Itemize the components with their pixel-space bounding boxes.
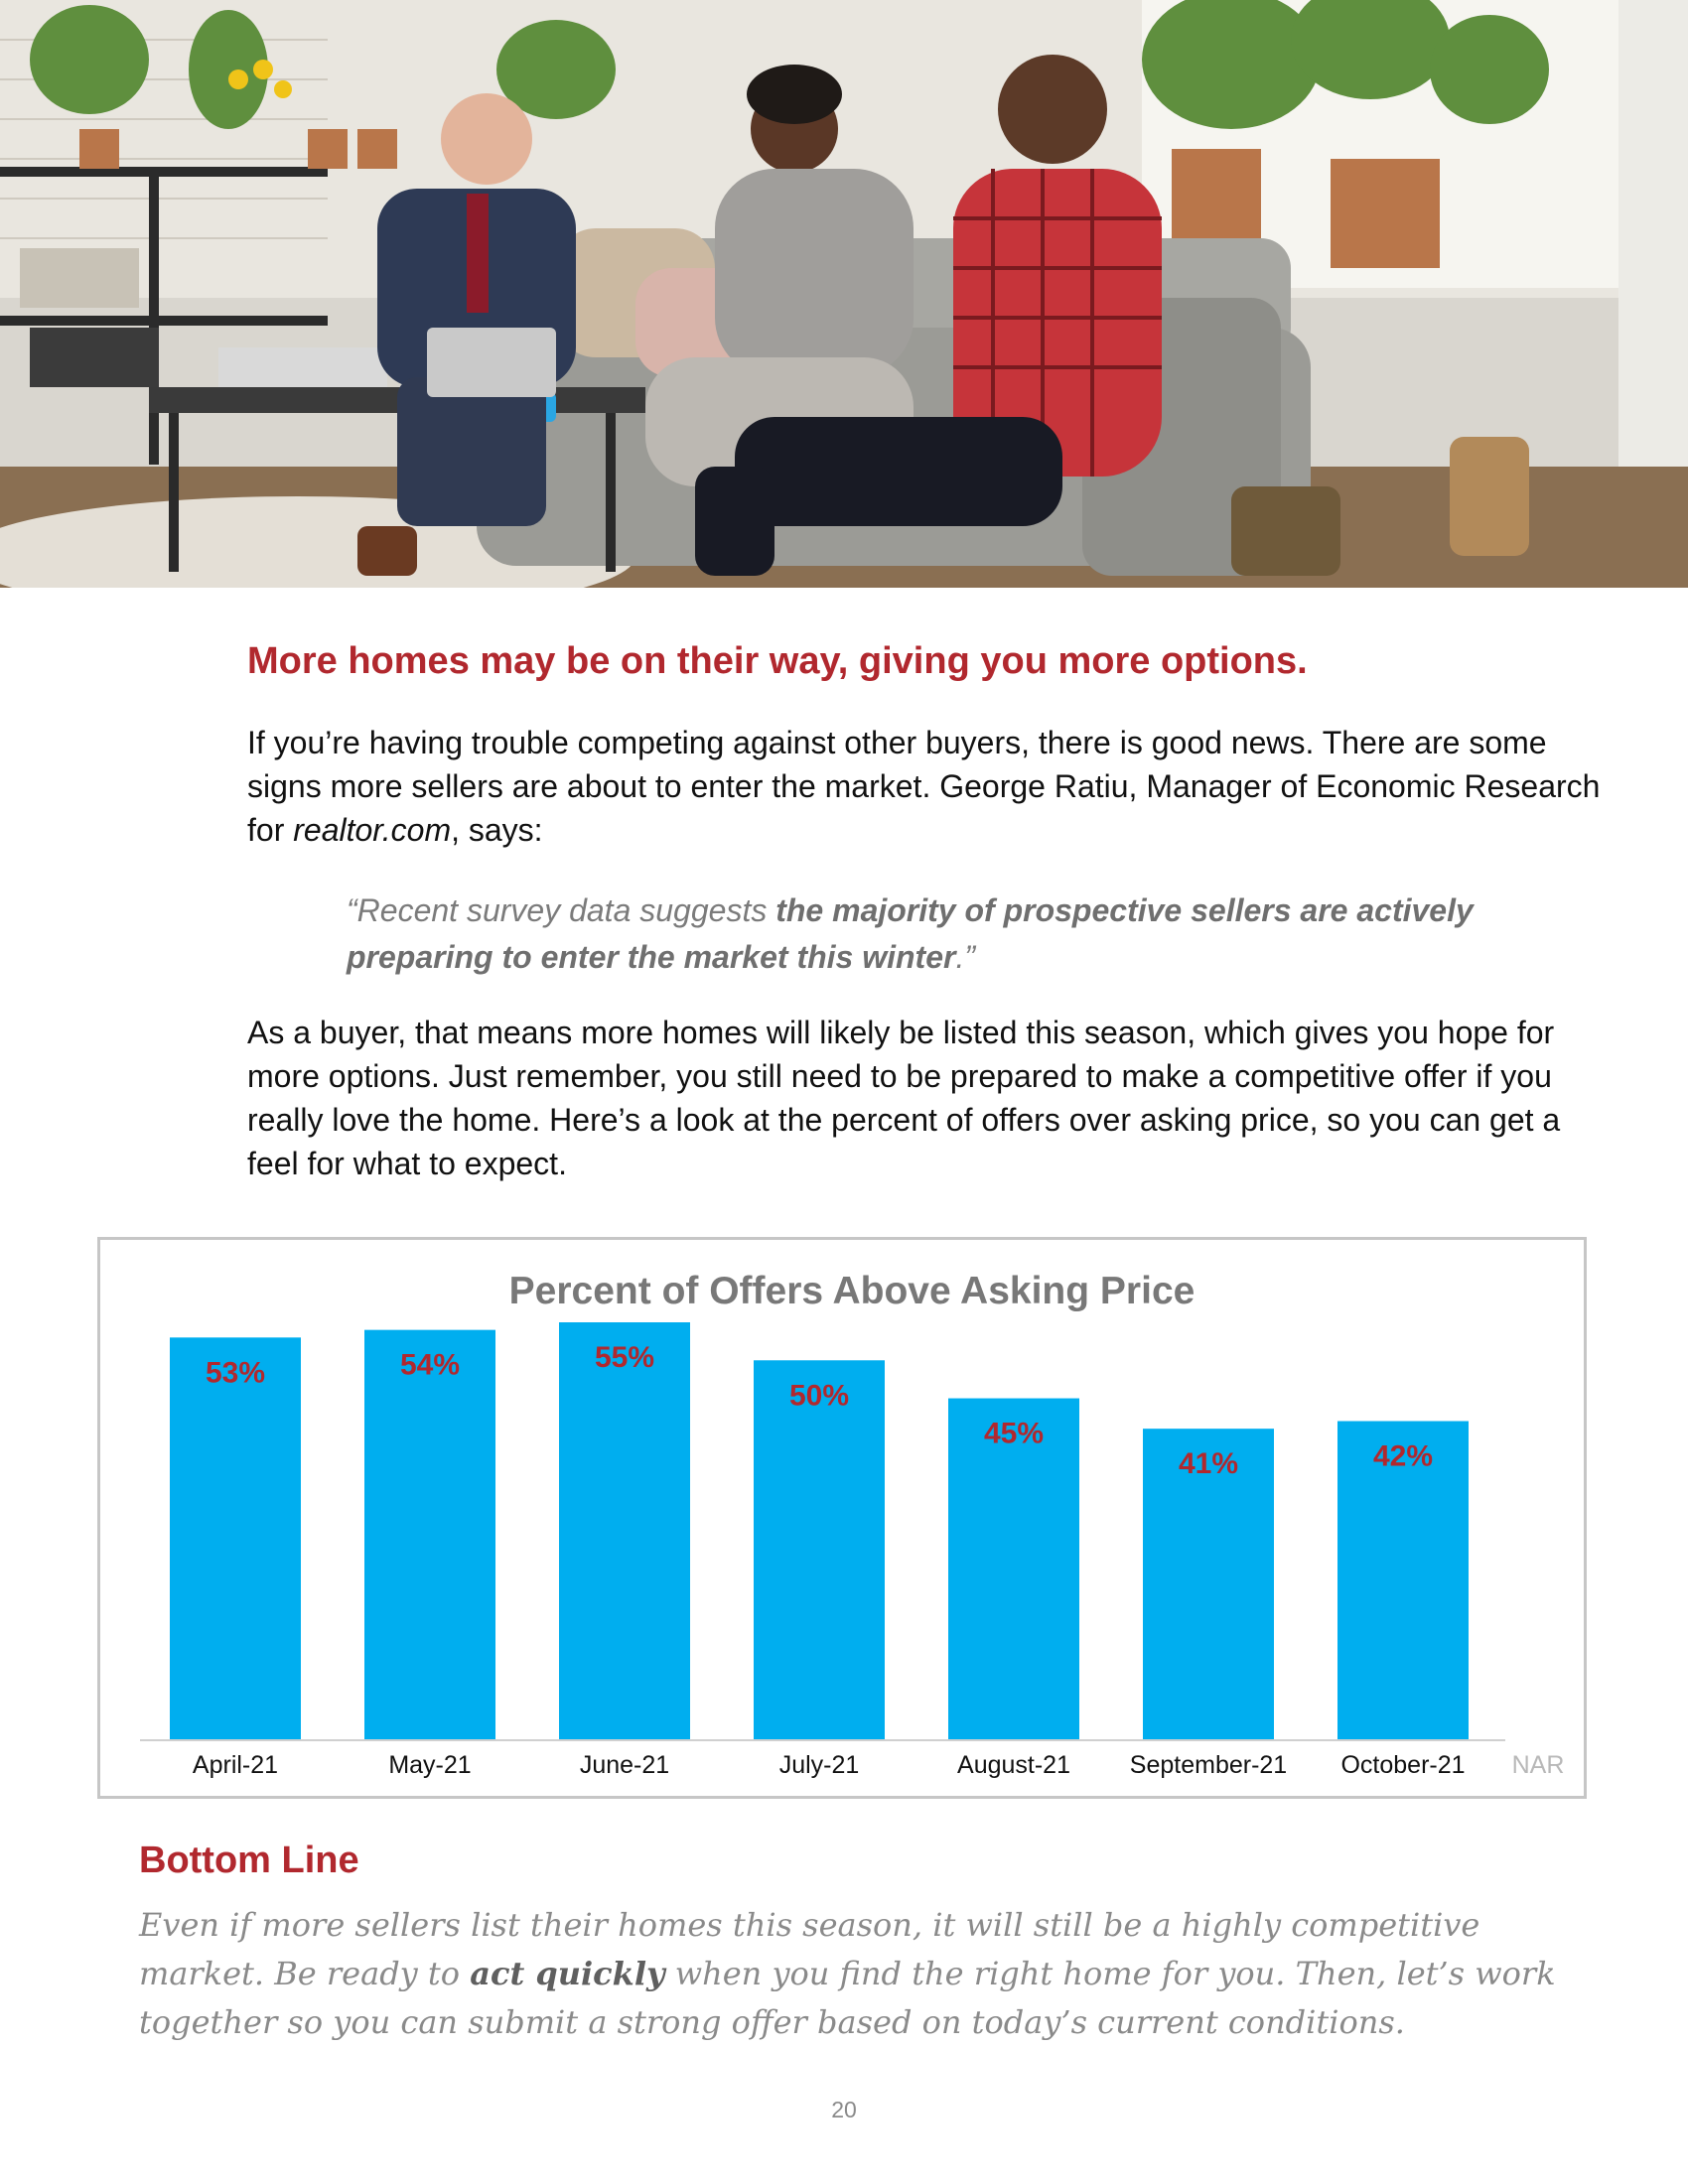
chart-title: Percent of Offers Above Asking Price xyxy=(508,1270,1196,1312)
bar-value-label: 54% xyxy=(399,1348,461,1382)
bottom-line-text xyxy=(139,1901,1589,2047)
intro-paragraph xyxy=(247,721,1608,852)
hero-photo xyxy=(0,0,1688,588)
buyer-paragraph: As a buyer, that means more homes will likely be listed this season, which gives you hope for more options. Just remember, you still need to be prepared to make a competitive offer if you really love the home. Here’s a look at the percent of offers over asking price, so you can get a feel for what to expect. xyxy=(247,1015,1561,1181)
offers-chart xyxy=(97,1237,1587,1799)
quote-open: “Recent survey data suggests xyxy=(347,892,776,928)
bar-value-label: 42% xyxy=(1372,1439,1434,1473)
quote-close: .” xyxy=(955,939,975,975)
intro-text-end: , says: xyxy=(451,812,543,848)
bottom-line-start: Even if more sellers list their homes this season, it will still be a highly competitive market. Be ready to xyxy=(139,1906,1480,1992)
expert-quote xyxy=(347,887,1608,981)
bar-may-21 xyxy=(364,1330,495,1740)
bars-group xyxy=(170,1322,1469,1740)
x-tick-label: May-21 xyxy=(388,1751,472,1779)
bar-value-label: 50% xyxy=(788,1379,850,1413)
bar-chart-svg xyxy=(100,1240,1584,1796)
bar-april-21 xyxy=(170,1337,301,1740)
bar-value-label: 55% xyxy=(594,1341,655,1374)
bar-june-21 xyxy=(559,1322,690,1740)
x-tick-labels xyxy=(193,1751,1466,1779)
hero-illustration xyxy=(0,0,1688,588)
section-heading: More homes may be on their way, giving you more options. xyxy=(247,640,1308,682)
x-tick-label: September-21 xyxy=(1129,1751,1288,1779)
x-tick-label: October-21 xyxy=(1340,1751,1466,1779)
chart-source: NAR xyxy=(1511,1751,1565,1779)
x-tick-label: July-21 xyxy=(778,1751,860,1779)
quote-highlight: the majority of prospective sellers are actively preparing to enter the market this winter xyxy=(347,892,1474,975)
bottom-line-title: Bottom Line xyxy=(139,1840,359,1881)
bar-value-label: 41% xyxy=(1178,1447,1239,1481)
bottom-line-end: when you find the right home for you. Then, let’s work together so you can submit a strong offer based on today’s current conditions. xyxy=(139,1955,1556,2041)
x-tick-label: April-21 xyxy=(192,1751,279,1779)
bar-july-21 xyxy=(754,1360,885,1740)
bar-value-label: 45% xyxy=(983,1417,1045,1450)
bar-value-label: 53% xyxy=(205,1356,266,1390)
page-number: 20 xyxy=(831,2097,857,2122)
x-tick-label: August-21 xyxy=(957,1751,1070,1779)
intro-text-start: If you’re having trouble competing against other buyers, there is good news. There are some signs more sellers are about to enter the market. George Ratiu, Manager of Economic Research for xyxy=(247,725,1601,848)
bottom-line-emphasis: act quickly xyxy=(470,1955,665,1992)
source-realtor-link: realtor.com xyxy=(293,812,452,848)
x-tick-label: June-21 xyxy=(579,1751,670,1779)
